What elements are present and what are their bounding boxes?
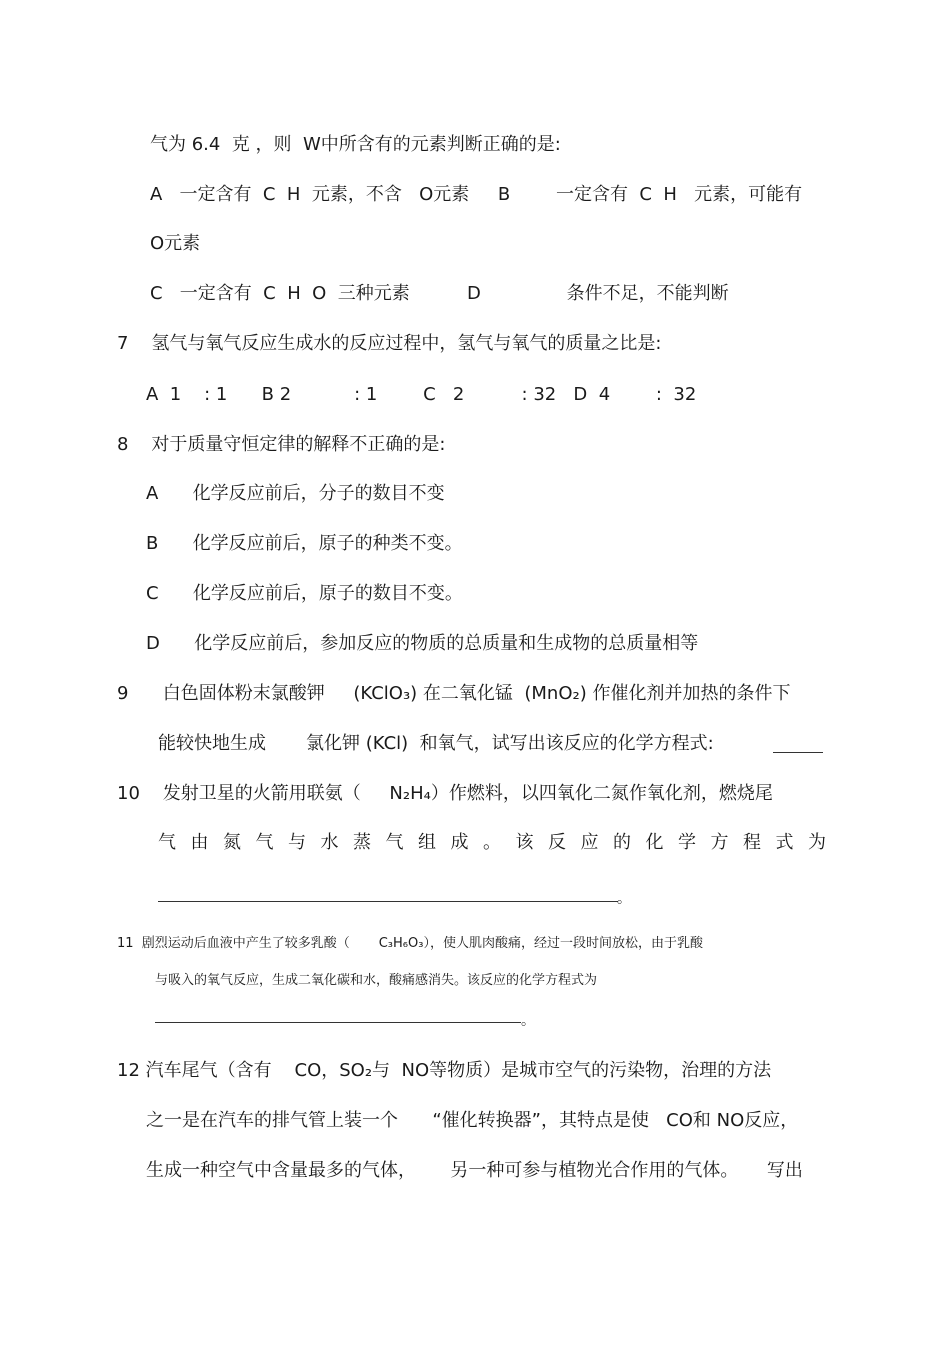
q10-period: 。 — [617, 891, 631, 907]
q9-answer-blank — [773, 752, 823, 753]
q11-stem-cont: 与吸入的氧气反应，生成二氧化碳和水，酸痛感消失。该反应的化学方程式为 — [155, 973, 598, 988]
q12-stem-cont2: 生成一种空气中含量最多的气体， 另一种可参与植物光合作用的气体。 写出 — [146, 1160, 803, 1181]
q8-option-b: B 化学反应前后，原子的种类不变。 — [146, 533, 463, 554]
q7-stem: 7 氢气与氧气反应生成水的反应过程中，氢气与氧气的质量之比是: — [117, 333, 662, 354]
q11-stem: 11 剧烈运动后血液中产生了较多乳酸（ C₃H₆O₃），使人肌肉酸痛，经过一段时间放松，由于乳酸 — [117, 936, 703, 951]
q6-options-cd: C 一定含有 C H O 三种元素 D 条件不足，不能判断 — [150, 283, 729, 304]
q11-answer-blank — [155, 1022, 521, 1023]
q8-stem: 8 对于质量守恒定律的解释不正确的是: — [117, 434, 446, 455]
q10-answer-blank — [158, 901, 618, 902]
q6-options-ab: A 一定含有 C H 元素，不含 O元素 B 一定含有 C H 元素，可能有 — [150, 184, 803, 205]
q6-option-b-wrap: O元素 — [150, 233, 201, 254]
q12-stem-cont: 之一是在汽车的排气管上装一个 “催化转换器”，其特点是使 CO和 NO反应， — [146, 1110, 799, 1131]
q7-options: A 1 : 1 B 2 : 1 C 2 : 32 D 4 : 32 — [146, 384, 697, 405]
q6-stem-line: 气为 6.4 克 ，则 W中所含有的元素判断正确的是: — [150, 134, 561, 155]
q8-option-c: C 化学反应前后，原子的数目不变。 — [146, 583, 463, 604]
q8-option-d: D 化学反应前后，参加反应的物质的总质量和生成物的总质量相等 — [146, 633, 699, 654]
q12-stem: 12 汽车尾气（含有 CO，SO₂与 NO等物质）是城市空气的污染物，治理的方法 — [117, 1060, 772, 1081]
q10-stem-cont: 气 由 氮 气 与 水 蒸 气 组 成 。 该 反 应 的 化 学 方 程 式 为 — [158, 832, 826, 853]
q11-period: 。 — [521, 1013, 535, 1029]
q9-stem: 9 白色固体粉末氯酸钾 (KClO₃) 在二氧化锰 (MnO₂) 作催化剂并加热的条件下 — [117, 683, 791, 704]
q9-stem-cont: 能较快地生成 氯化钾 (KCl) 和氧气，试写出该反应的化学方程式: — [158, 733, 714, 754]
q8-option-a: A 化学反应前后，分子的数目不变 — [146, 483, 445, 504]
q10-stem: 10 发射卫星的火箭用联氨（ N₂H₄）作燃料，以四氧化二氮作氧化剂，燃烧尾 — [117, 783, 773, 804]
